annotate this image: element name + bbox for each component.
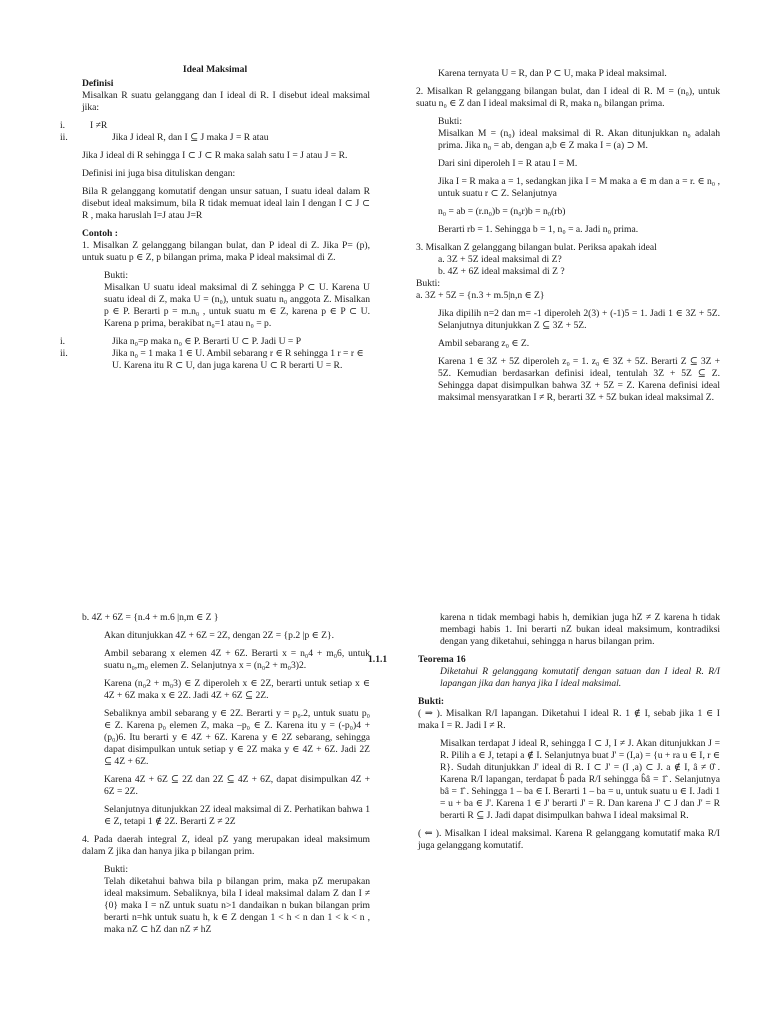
definition-text: Misalkan R suatu gelanggang dan I ideal di R. I disebut ideal maksimal jika: [82, 89, 370, 113]
theorem-proof-backward: ( ⇐ ). Misalkan I ideal maksimal. Karena R gelanggang komutatif maka R/I juga gelanggang komutatif. [418, 827, 720, 851]
theorem-proof-forward: ( ⇒ ). Misalkan R/I lapangan. Diketahui I ideal R. 1 ∉ I, sebab jika 1 ∈ I maka I = R. Jadi I ≠ R. [418, 707, 720, 731]
page-title: Ideal Maksimal [182, 64, 248, 75]
example-3-b-p5: Karena 4Z + 6Z ⊆ 2Z dan 2Z ⊆ 4Z + 6Z, dapat disimpulkan 4Z + 6Z = 2Z. [104, 773, 370, 797]
example-2-proof: Misalkan M = (n₀) ideal maksimal di R. Akan ditunjukkan n₀ adalah prima. Jika n₀ = ab, dengan a,b ∈ Z maka I = (a) ⊃ M. [438, 127, 720, 151]
example-2-line2: Dari sini diperoleh I = R atau I = M. [438, 157, 578, 169]
example-1: 1. Misalkan Z gelanggang bilangan bulat, dan P ideal di Z. Jika P= (p), untuk suatu p ∈ Z, p bilangan prima, maka P ideal maksimal di Z. [82, 239, 370, 263]
example-2-line3: Jika I = R maka a = 1, sedangkan jika I = M maka a ∈ m dan a = r. ∈ n₀ , untuk suatu r ⊂ Z. Selanjutnya [438, 175, 720, 199]
definisi-heading: Definisi [82, 77, 114, 89]
theorem-title: Teorema 16 [418, 653, 466, 665]
example-3-b-line: b. 4Z + 6Z = {n.4 + m.6 |n,m ∈ Z } [82, 612, 219, 623]
example-3-b-p3: Karena (n₀2 + m₀3) ∈ Z diperoleh x ∈ 2Z, berarti untuk setiap x ∈ 4Z + 6Z maka x ∈ 2Z. Jadi 4Z + 6Z ⊆ 2Z. [104, 677, 370, 701]
example-2-line4: n₀ = ab = (r.n₀)b = (n₀r)b = n₀(rb) [438, 205, 566, 217]
left-top-column [60, 64, 370, 372]
example-3-b-p2: Ambil sebarang x elemen 4Z + 6Z. Berarti x = n₀4 + m₀6, untuk suatu n₀,m₀ elemen Z. Selanjutnya x = (n₀2 + m₀3)2. [104, 647, 370, 671]
condition-ii: ii. Jika J ideal R, dan I ⊆ J maka J = R atau [60, 131, 269, 143]
example-2-line5: Berarti rb = 1. Sehingga b = 1, n₀ = a. Jadi n₀ prima. [438, 223, 639, 235]
bukti-label: Bukti: [104, 863, 128, 875]
bukti-label: Bukti: [104, 269, 128, 281]
example-4: 4. Pada daerah integral Z, ideal pZ yang merupakan ideal maksimum dalam Z jika dan hanya jika p bilangan prim. [82, 833, 370, 857]
right-bottom-column [368, 612, 720, 858]
left-bottom-column [82, 612, 370, 942]
example-3-b: b. 4Z + 6Z ideal maksimal di Z ? [438, 265, 565, 277]
jika-ideal-text: Jika J ideal di R sehingga I ⊂ J ⊂ R maka salah satu I = J atau J = R. [82, 149, 348, 161]
contoh-heading: Contoh : [82, 227, 118, 239]
bukti-label: Bukti: [418, 695, 445, 707]
right-top-column [416, 68, 720, 410]
karena-text: Karena ternyata U = R, dan P ⊂ U, maka P ideal maksimal. [438, 68, 667, 79]
example-3: 3. Misalkan Z gelanggang bilangan bulat. Periksa apakah ideal [416, 241, 657, 253]
bukti-label: Bukti: [438, 115, 462, 127]
example-4-proof: Telah diketahui bahwa bila p bilangan prim, maka pZ merupakan ideal maksimum. Sebaliknya, bila I ideal maksimal dalam Z dan I ≠ {0} maka I = nZ untuk suatu n>1 dandaikan n bukan bilangan prim berarti n=hk untuk suatu h, k ∈ Z dengan 1 < h < n dan 1 < k < n , maka nZ ⊂ hZ dan nZ ≠ hZ [104, 875, 370, 935]
theorem-number: 1.1.1 [368, 653, 388, 665]
example-3-b-p6: Selanjutnya ditunjukkan 2Z ideal maksimal di Z. Perhatikan bahwa 1 ∈ Z, tetapi 1 ∉ 2Z. Berarti Z ≠ 2Z [104, 803, 370, 827]
example-1-case-i: i. Jika n₀=p maka n₀ ∈ P. Berarti U ⊂ P. Jadi U = P [60, 335, 302, 347]
example-3-a-proof-3: Karena 1 ∈ 3Z + 5Z diperoleh z₀ = 1. z₀ ∈ 3Z + 5Z. Berarti Z ⊆ 3Z + 5Z. Kemudian berdasarkan definisi ideal, tentulah 3Z + 5Z ⊆ Z. Sehingga dapat disimpulkan bahwa 3Z + 5Z = Z. Karena definisi ideal maksimal mensyaratkan I ≠ R, berarti 3Z + 5Z bukan ideal maksimal Z. [438, 355, 720, 403]
example-3-a: a. 3Z + 5Z ideal maksimal di Z? [438, 253, 562, 265]
example-3-a-proof: Jika dipilih n=2 dan m= -1 diperoleh 2(3) + (-1)5 = 1. Jadi 1 ∈ 3Z + 5Z. Selanjutnya ditunjukkan Z ⊆ 3Z + 5Z. [438, 307, 720, 331]
example-3-a-proof-2: Ambil sebarang z₀ ∈ Z. [438, 337, 530, 349]
example-3-b-p4: Sebaliknya ambil sebarang y ∈ 2Z. Berarti y = p₀.2, untuk suatu p₀ ∈ Z. Karena p₀ elemen Z, maka –p₀ ∈ Z. Karena itu y = (-p₀)4 + (p₀)6. Itu berarti y ∈ 4Z + 6Z. Karena y ∈ 2Z sebarang, sehingga dapat disimpulkan untuk setiap y ∈ 2Z maka y ∈ 4Z + 6Z. Jadi 2Z ⊆ 4Z + 6Z. [104, 707, 370, 767]
bukti-label-2: Bukti: [416, 277, 440, 289]
continuation-text: karena n tidak membagi habis h, demikian juga hZ ≠ Z karena h tidak membagi habis 1. Ini berarti nZ bukan ideal maksimum, kontradiksi dengan yang diketahui, sehingga n harus bilangan prim. [440, 612, 720, 647]
example-1-case-ii: ii. Jika n₀ = 1 maka 1 ∈ U. Ambil sebarang r ∈ R sehingga 1 r = r ∈ U. Karena itu R ⊂ U, dan juga karena U ⊂ R berarti U = R. [60, 347, 364, 371]
example-3-a-line: a. 3Z + 5Z = {n.3 + m.5|n,n ∈ Z} [416, 289, 545, 301]
theorem-proof-forward-2: Misalkan terdapat J ideal R, sehingga I ⊂ J, I ≠ J. Akan ditunjukkan J = R. Pilih a ∈ J, tetapi a ∉ I. Selanjutnya buat J' = (I,a) = {u + ra u ∈ I, r ∈ R}. Sudah ditunjukkan J' ideal di R. I ⊂ J' = (I ,a) ⊂ J. a ∉ I, â ≠ 0̂ . Karena R/I lapangan, terdapat b̂ pada R/I sehingga b̂â = 1̂ . Selanjutnya bâ = 1̂ . Sehingga 1 – ba ∈ I. Berarti 1 – ba = u, untuk suatu u ∈ I. Jadi 1 = u + ba ∈ J'. Karena 1 ∈ J' berarti J' = R. Dan karena J' ⊂ J dan J' = R berarti R ⊆ J. Jadi dapat disimpulkan bahwa I ideal maksimal R. [440, 737, 720, 821]
theorem-heading [368, 654, 720, 666]
example-1-proof: Misalkan U suatu ideal maksimal di Z sehingga P ⊂ U. Karena U suatu ideal di Z, maka U = (n₀), untuk suatu n₀ anggota Z. Misalkan p ∈ P. Berarti p = m.n₀ , untuk suatu m ∈ Z, karena p ∈ P ⊂ U. Karena p prima, berakibat n₀=1 atau n₀ = p. [104, 281, 370, 329]
condition-i: i. I ≠R [60, 119, 108, 131]
definition-alt-intro: Definisi ini juga bisa dituliskan dengan: [82, 167, 236, 179]
example-3-b-p1: Akan ditunjukkan 4Z + 6Z = 2Z, dengan 2Z = {p.2 |p ∈ Z}. [104, 629, 335, 641]
example-2: 2. Misalkan R gelanggang bilangan bulat, dan I ideal di R. M = (n₀), untuk suatu n₀ ∈ Z dan I ideal maksimal di R, maka n₀ bilangan prima. [416, 85, 720, 109]
definition-alt-text: Bila R gelanggang komutatif dengan unsur satuan, I suatu ideal dalam R disebut ideal maksimum, bila R tidak memuat ideal lain I dengan I ⊂ J ⊂ R , maka haruslah I=J atau J=R [82, 185, 370, 221]
theorem-statement: Diketahui R gelanggang komutatif dengan satuan dan I ideal R. R/I lapangan jika dan hanya jika I ideal maksimal. [440, 665, 720, 689]
